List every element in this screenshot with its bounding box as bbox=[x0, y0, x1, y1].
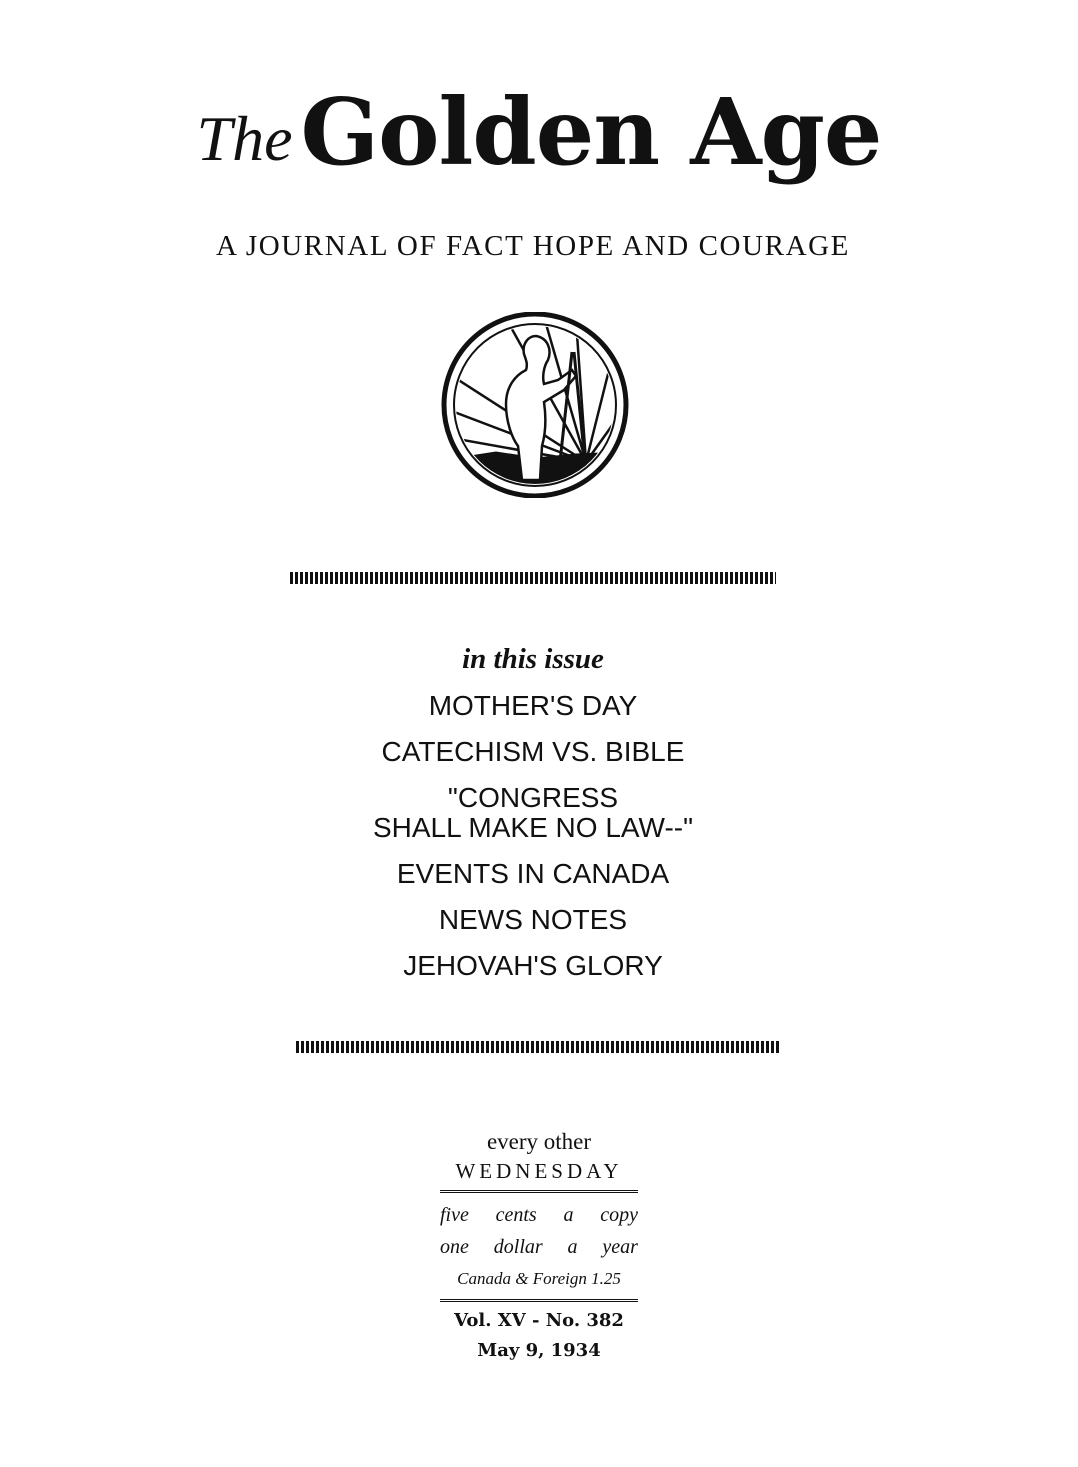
price-word: cents bbox=[495, 1204, 537, 1226]
every-other-label: every other bbox=[486, 1129, 592, 1154]
contents-item: EVENTS IN CANADA bbox=[396, 858, 670, 889]
price-per-copy bbox=[440, 1199, 638, 1231]
price-foreign: Canada & Foreign 1.25 bbox=[457, 1269, 621, 1288]
price-word: a bbox=[563, 1204, 574, 1226]
price-word: copy bbox=[600, 1204, 638, 1226]
bottom-divider bbox=[296, 1041, 780, 1053]
masthead-the: The bbox=[196, 103, 293, 174]
price-word: year bbox=[602, 1236, 638, 1258]
masthead-title bbox=[0, 78, 1078, 186]
double-rule bbox=[440, 1190, 638, 1193]
contents-item: JEHOVAH'S GLORY bbox=[403, 950, 663, 981]
contents-item: "CONGRESS SHALL MAKE NO LAW--" bbox=[372, 782, 694, 843]
publication-day: WEDNESDAY bbox=[455, 1159, 623, 1183]
price-word: one bbox=[440, 1236, 469, 1258]
top-divider bbox=[290, 572, 776, 584]
masthead-tagline: A JOURNAL OF FACT HOPE AND COURAGE bbox=[216, 230, 850, 262]
price-per-year bbox=[440, 1231, 638, 1263]
in-this-issue-heading: in this issue bbox=[462, 643, 604, 675]
figure-at-sunrise-icon bbox=[436, 312, 634, 498]
contents-item: MOTHER'S DAY bbox=[428, 690, 638, 721]
masthead-name: Golden Age bbox=[300, 78, 882, 186]
double-rule bbox=[440, 1299, 638, 1302]
price-word: five bbox=[440, 1204, 469, 1226]
issue-contents-list bbox=[0, 691, 1066, 997]
contents-item: NEWS NOTES bbox=[438, 904, 628, 935]
price-word: dollar bbox=[493, 1236, 543, 1258]
subscription-box bbox=[440, 1128, 638, 1364]
price-word: a bbox=[567, 1236, 578, 1258]
issue-date: May 9, 1934 bbox=[477, 1340, 601, 1361]
contents-item: CATECHISM VS. BIBLE bbox=[381, 736, 685, 767]
volume-number: Vol. XV - No. 382 bbox=[454, 1310, 624, 1331]
